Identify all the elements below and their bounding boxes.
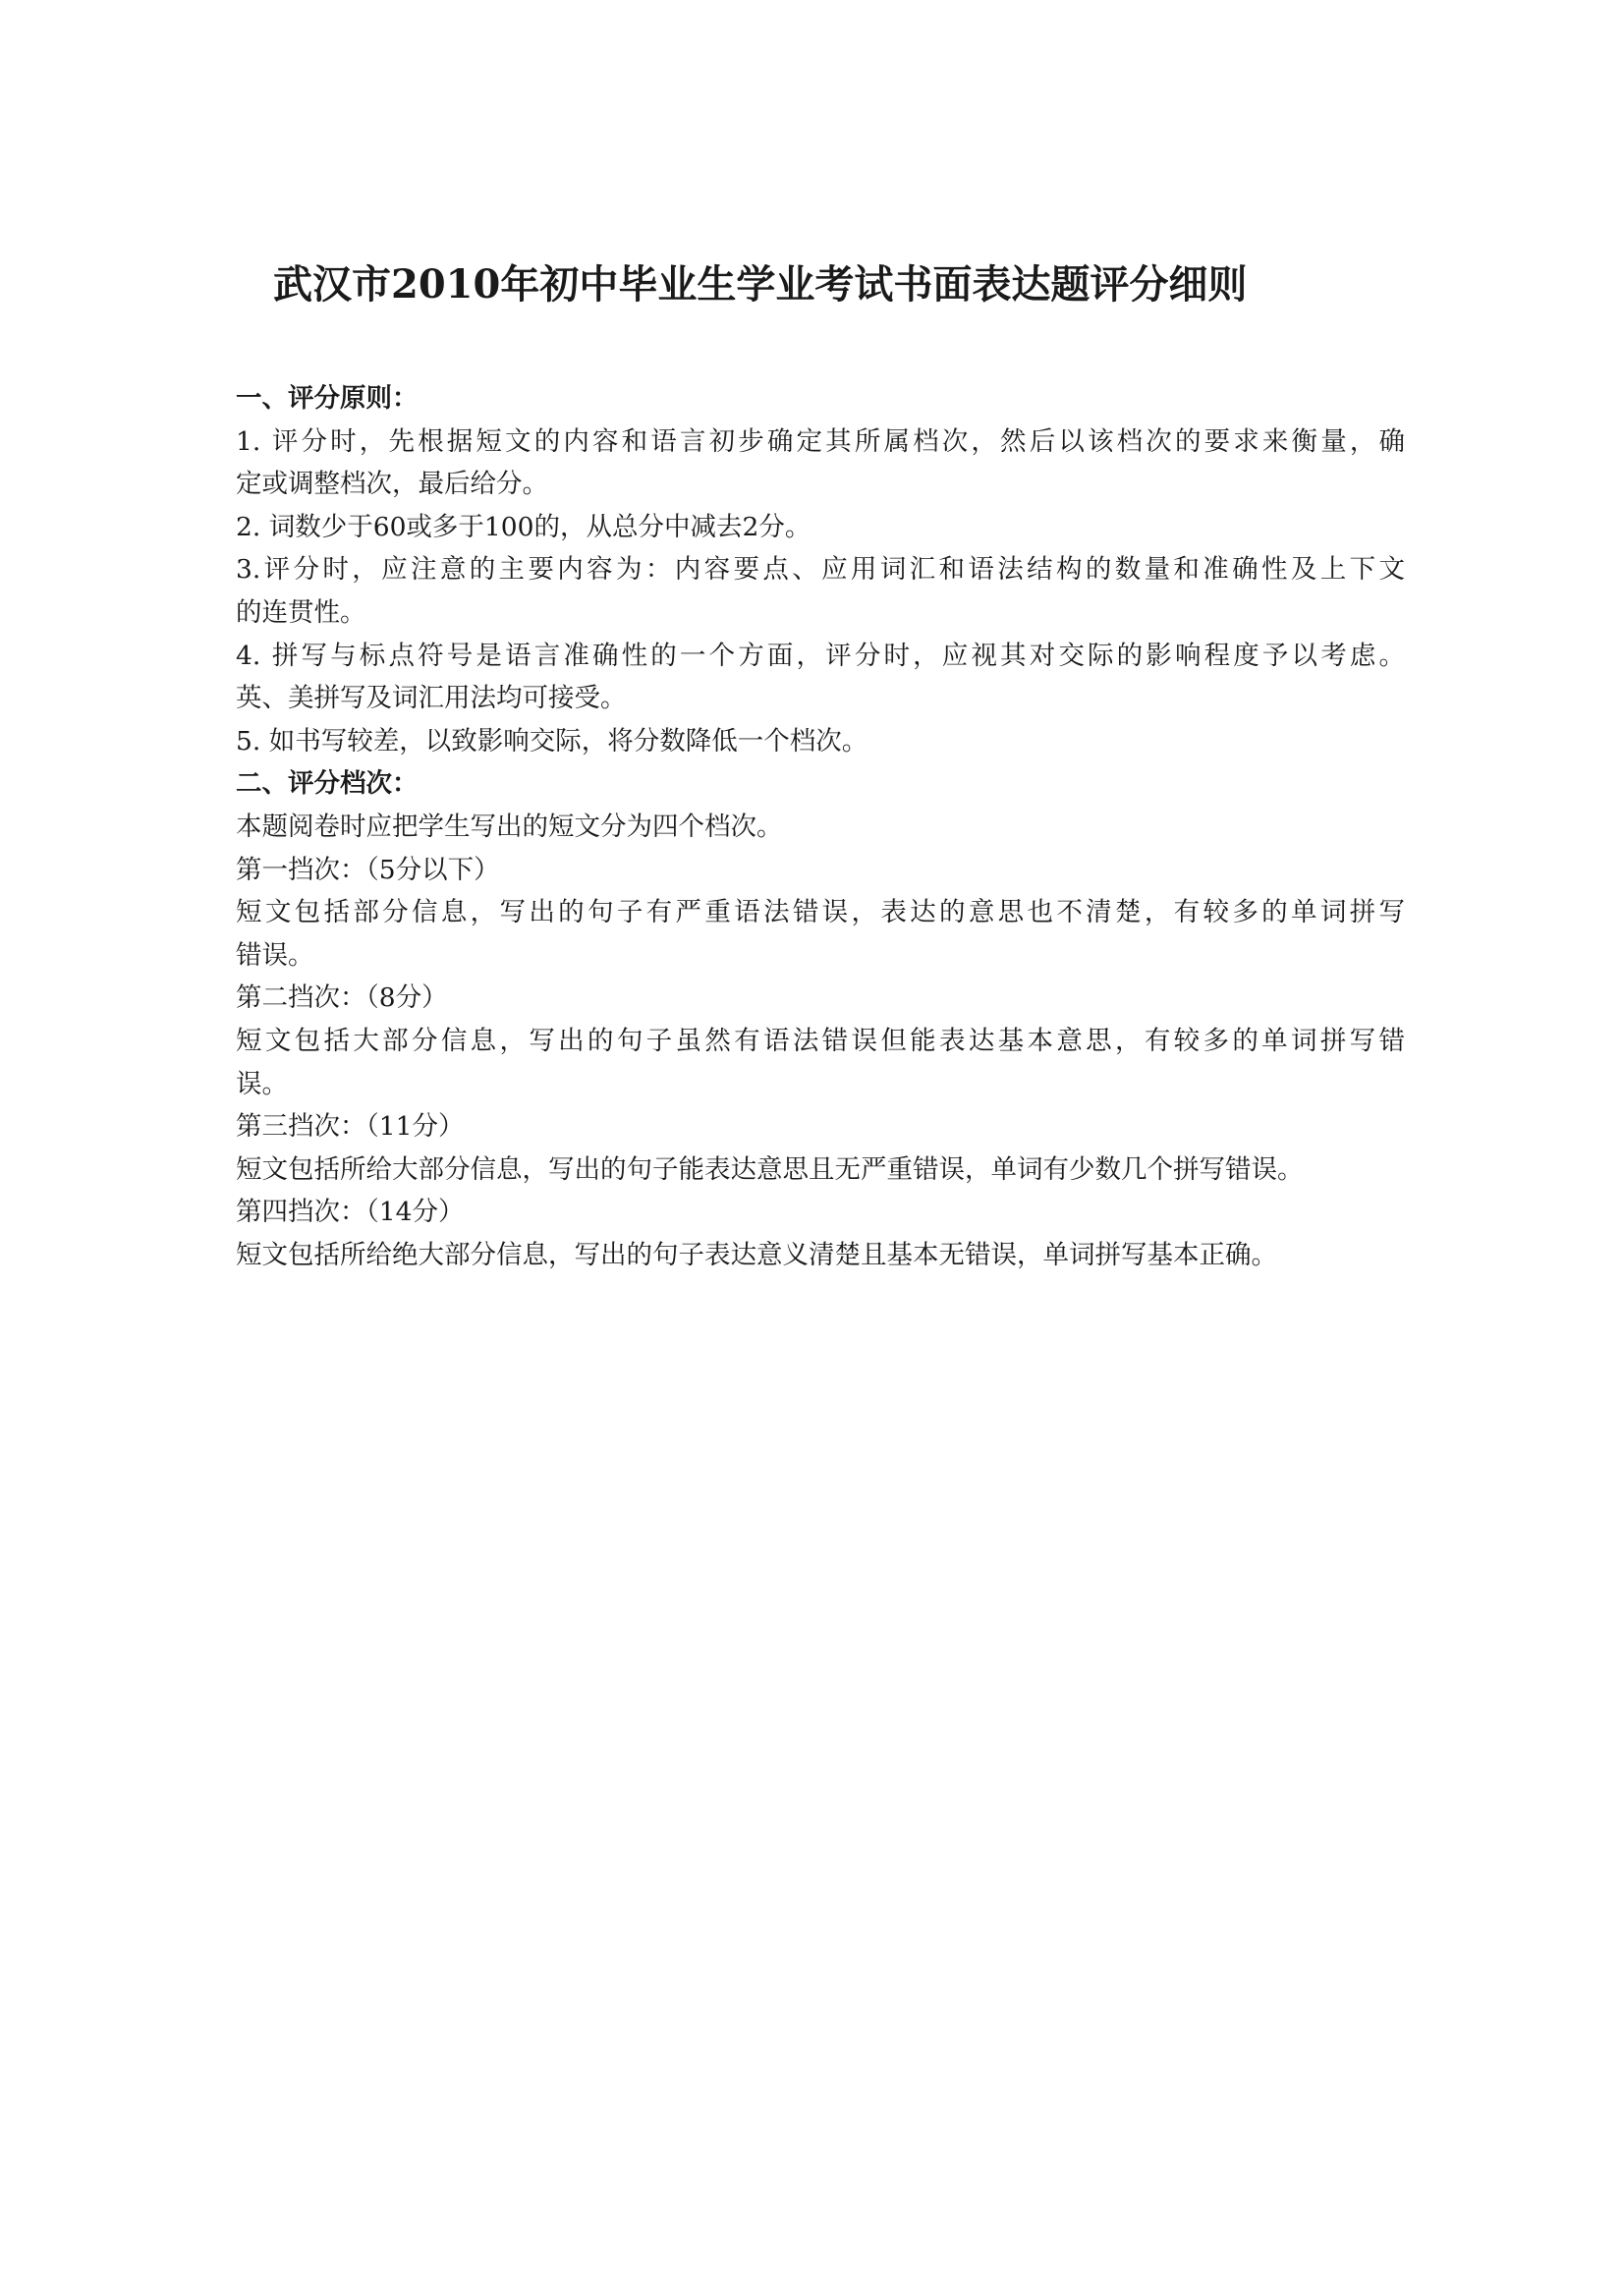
level-description-line: 短文包括大部分信息，写出的句子虽然有语法错误但能表达基本意思，有较多的单词拼写错 bbox=[236, 1025, 1405, 1056]
rule-item-5 bbox=[236, 720, 1405, 763]
rule-text-line: 3.评分时，应注意的主要内容为：内容要点、应用词汇和语法结构的数量和准确性及上下文 bbox=[236, 554, 1405, 586]
level-description-line: 短文包括所给绝大部分信息，写出的句子表达意义清楚且基本无错误，单词拼写基本正确。 bbox=[236, 1239, 1277, 1270]
rule-text-line: 2. 词数少于60或多于100的，从总分中减去2分。 bbox=[236, 511, 812, 542]
rule-text-line: 的连贯性。 bbox=[236, 596, 366, 628]
level-item-4 bbox=[236, 1191, 1405, 1276]
rule-text-line: 英、美拼写及词汇用法均可接受。 bbox=[236, 683, 627, 714]
rule-text-line: 定或调整档次，最后给分。 bbox=[236, 469, 548, 500]
level-description-line: 短文包括部分信息，写出的句子有严重语法错误，表达的意思也不清楚，有较多的单词拼写 bbox=[236, 897, 1405, 928]
page-title: 武汉市2010年初中毕业生学业考试书面表达题评分细则 bbox=[273, 261, 1248, 308]
rule-text-line: 4. 拼写与标点符号是语言准确性的一个方面，评分时，应视其对交际的影响程度予以考虑。 bbox=[236, 640, 1405, 671]
section-heading-levels: 二、评分档次： bbox=[236, 768, 419, 800]
level-label: 第二挡次：（8分） bbox=[236, 982, 448, 1014]
level-label: 第三挡次：（11分） bbox=[236, 1111, 465, 1143]
level-item-1 bbox=[236, 849, 1405, 978]
rule-item-4 bbox=[236, 635, 1405, 720]
level-item-2 bbox=[236, 977, 1405, 1105]
rule-text-line: 5. 如书写较差，以致影响交际，将分数降低一个档次。 bbox=[236, 725, 868, 756]
section-heading-principles: 一、评分原则： bbox=[236, 383, 419, 414]
level-item-3 bbox=[236, 1105, 1405, 1191]
level-label: 第四挡次：（14分） bbox=[236, 1197, 465, 1228]
rule-text-line: 1. 评分时，先根据短文的内容和语言初步确定其所属档次，然后以该档次的要求来衡量，确 bbox=[236, 425, 1405, 457]
document-body bbox=[236, 377, 1405, 1276]
level-description-line: 误。 bbox=[236, 1068, 288, 1099]
level-description-line: 错误。 bbox=[236, 939, 314, 971]
levels-intro: 本题阅卷时应把学生写出的短文分为四个档次。 bbox=[236, 811, 783, 842]
rule-item-2 bbox=[236, 506, 1405, 549]
rule-item-1 bbox=[236, 420, 1405, 506]
level-description-line: 短文包括所给大部分信息，写出的句子能表达意思且无严重错误，单词有少数几个拼写错误。 bbox=[236, 1153, 1304, 1185]
level-label: 第一挡次：（5分以下） bbox=[236, 854, 500, 885]
rule-item-3 bbox=[236, 548, 1405, 634]
